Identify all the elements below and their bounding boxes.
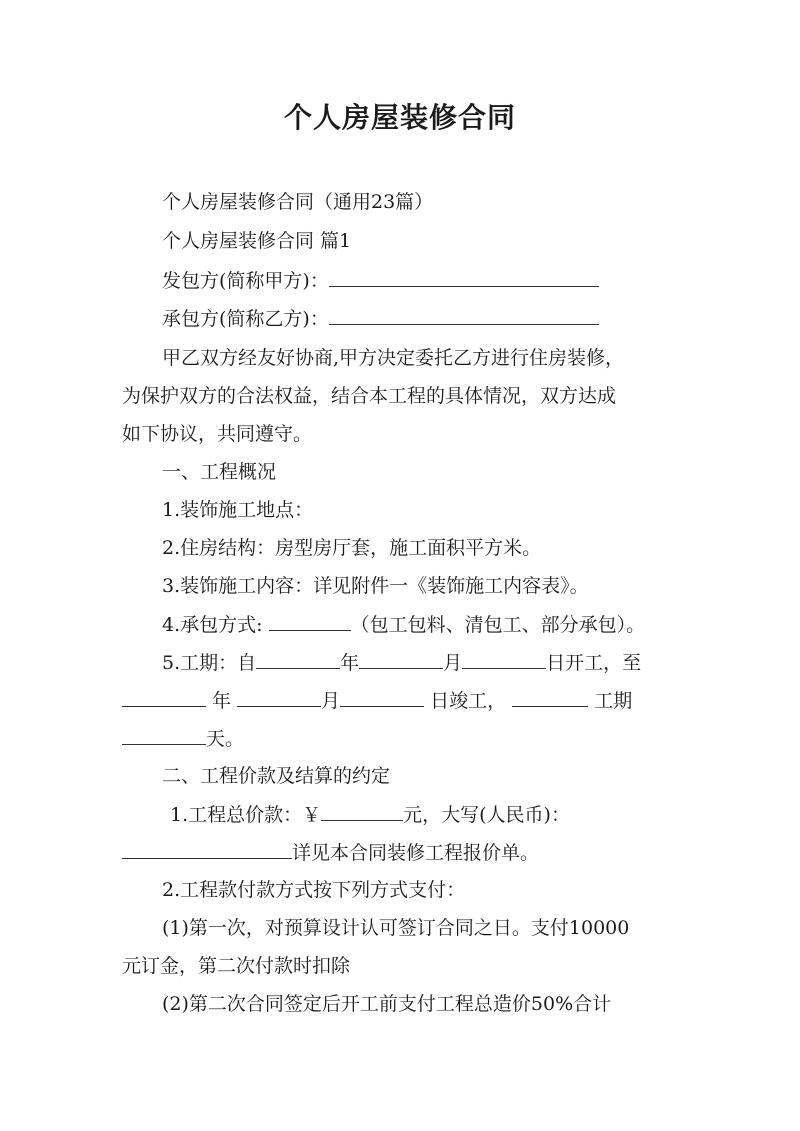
payment-1-line-1: (1)第一次，对预算设计认可签订合同之日。支付10000 [162, 917, 630, 939]
item-2-1-caps: 元，大写(人民币)： [403, 804, 570, 826]
item-2-1-label: 1.工程总价款：￥ [170, 804, 322, 826]
start-day-label: 日开工，至 [546, 652, 642, 674]
item-1-5-label: 5.工期：自 [162, 652, 257, 674]
end-year-blank [122, 688, 206, 707]
year-label: 年 [340, 652, 360, 674]
caps-amount-blank [122, 840, 292, 859]
item-2-1-ref: 详见本合同装修工程报价单。 [292, 842, 540, 864]
end-day-label: 日竣工， [424, 690, 513, 712]
chapter-2-heading: 二、工程价款及结算的约定 [162, 765, 391, 787]
item-1-4-blank [269, 612, 351, 631]
item-1-4-label: 4.承包方式: [162, 614, 269, 636]
preamble-line-1: 甲乙双方经友好协商,甲方决定委托乙方进行住房装修， [162, 347, 625, 369]
item-1-5-cont [122, 688, 632, 713]
party-a-blank [329, 268, 599, 287]
item-1-3: 3.装饰施工内容：详见附件一《装饰施工内容表》。 [162, 575, 589, 597]
end-day-blank [340, 688, 424, 707]
party-b-line [162, 306, 599, 331]
section-heading: 个人房屋装修合同 篇1 [162, 230, 352, 252]
party-b-label: 承包方(简称乙方)： [162, 308, 329, 330]
item-2-2: 2.工程款付款方式按下列方式支付： [162, 879, 466, 901]
start-month-blank [359, 650, 443, 669]
preamble-line-3: 如下协议，共同遵守。 [122, 423, 313, 445]
end-month-blank [237, 688, 321, 707]
payment-2-line-1: (2)第二次合同签定后开工前支付工程总造价50%合计 [162, 993, 612, 1015]
subtitle-line: 个人房屋装修合同（通用23篇） [162, 191, 434, 213]
days-blank [122, 726, 206, 745]
item-1-5 [162, 650, 641, 675]
month-label: 月 [443, 652, 463, 674]
item-1-4-options: （包工包料、清包工、部分承包）。 [350, 614, 646, 636]
party-a-line [162, 268, 599, 293]
duration-blank [512, 688, 588, 707]
days-label: 天。 [206, 728, 245, 750]
item-2-1 [170, 802, 570, 827]
party-b-blank [329, 306, 599, 325]
end-year-label: 年 [206, 690, 238, 712]
end-month-label: 月 [321, 690, 341, 712]
total-price-blank [321, 802, 403, 821]
party-a-label: 发包方(简称甲方)： [162, 270, 329, 292]
start-year-blank [256, 650, 340, 669]
document-title: 个人房屋装修合同 [283, 101, 516, 134]
item-1-2: 2.住房结构：房型房厅套，施工面积平方米。 [162, 537, 542, 559]
item-1-5-end [122, 726, 244, 751]
item-1-4 [162, 612, 645, 637]
chapter-1-heading: 一、工程概况 [162, 461, 277, 483]
duration-label: 工期 [588, 690, 633, 712]
item-1-1: 1.装饰施工地点： [162, 499, 314, 521]
start-day-blank [462, 650, 546, 669]
payment-1-line-2: 元订金，第二次付款时扣除 [122, 955, 351, 977]
item-2-1-cont [122, 840, 539, 865]
preamble-line-2: 为保护双方的合法权益，结合本工程的具体情况，双方达成 [122, 385, 617, 407]
